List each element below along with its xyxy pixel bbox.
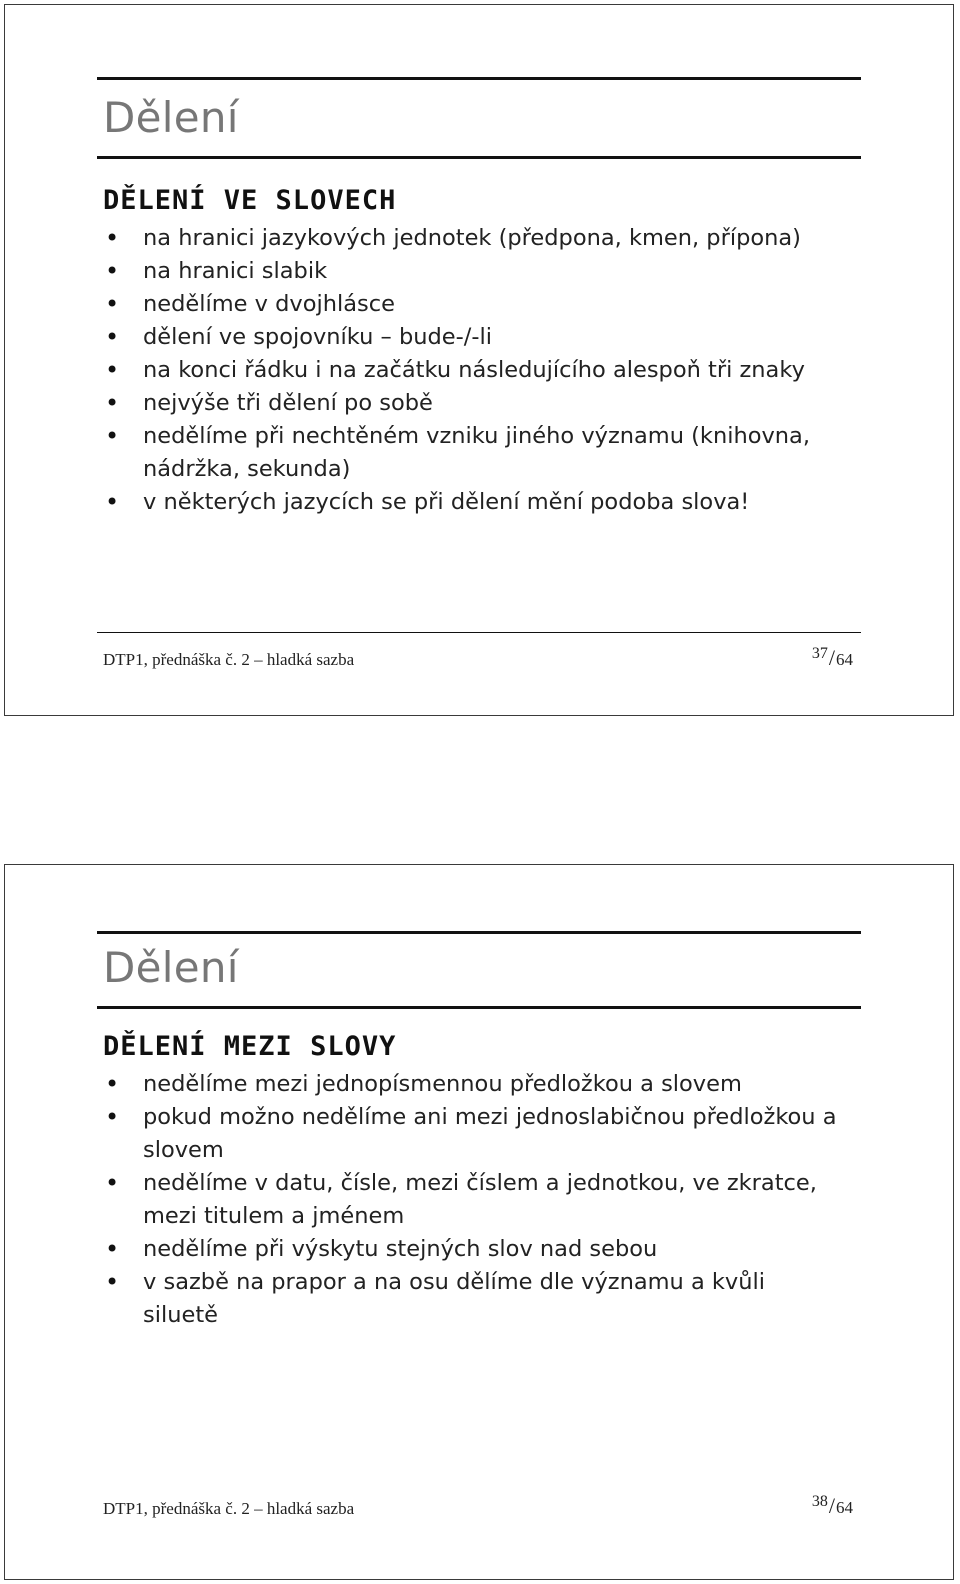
- page-current: 38: [811, 1493, 828, 1510]
- bullet-item: • nedělíme v dvojhlásce: [103, 288, 843, 321]
- page-separator: /: [828, 645, 835, 670]
- title-rule: [97, 156, 861, 159]
- bullet-item: • nejvýše tři dělení po sobě: [103, 387, 843, 420]
- bullet-item: • nedělíme při nechtěném vzniku jiného významu (knihovna, nádržka, sekunda): [103, 420, 843, 486]
- page-total: 64: [836, 650, 853, 669]
- bullet-list: [103, 1068, 843, 1332]
- bullet-item: • na konci řádku i na začátku následujícího alespoň tři znaky: [103, 354, 843, 387]
- page-separator: /: [828, 1493, 835, 1518]
- bullet-list: [103, 222, 843, 519]
- bullet-item: • na hranici jazykových jednotek (předpona, kmen, přípona): [103, 222, 843, 255]
- bullet-item: • pokud možno nedělíme ani mezi jednoslabičnou předložkou a slovem: [103, 1101, 843, 1167]
- footer-text: DTP1, přednáška č. 2 – hladká sazba: [103, 1499, 355, 1518]
- page-number: [812, 1493, 853, 1519]
- top-rule: [97, 931, 861, 934]
- footer-text: DTP1, přednáška č. 2 – hladká sazba: [103, 650, 355, 669]
- page-current: 37: [811, 645, 828, 662]
- top-rule: [97, 77, 861, 80]
- footer-rule: [97, 632, 861, 633]
- bullet-item: • na hranici slabik: [103, 255, 843, 288]
- page-number: [812, 645, 853, 671]
- slide-38: [4, 864, 954, 1580]
- slide-37: [4, 4, 954, 716]
- bullet-item: • dělení ve spojovníku – bude-/-li: [103, 321, 843, 354]
- bullet-item: • nedělíme při výskytu stejných slov nad sebou: [103, 1233, 843, 1266]
- title-rule: [97, 1006, 861, 1009]
- section-heading: DĚLENÍ VE SLOVECH: [103, 185, 397, 216]
- bullet-item: • v některých jazycích se při dělení mění podoba slova!: [103, 486, 843, 519]
- section-heading: DĚLENÍ MEZI SLOVY: [103, 1031, 397, 1062]
- slide-title: Dělení: [103, 943, 239, 992]
- bullet-item: • nedělíme v datu, čísle, mezi číslem a jednotkou, ve zkratce, mezi titulem a jménem: [103, 1167, 843, 1233]
- bullet-item: • nedělíme mezi jednopísmennou předložkou a slovem: [103, 1068, 843, 1101]
- bullet-item: • v sazbě na prapor a na osu dělíme dle významu a kvůli siluetě: [103, 1266, 843, 1332]
- slide-title: Dělení: [103, 93, 239, 142]
- page-total: 64: [836, 1498, 853, 1517]
